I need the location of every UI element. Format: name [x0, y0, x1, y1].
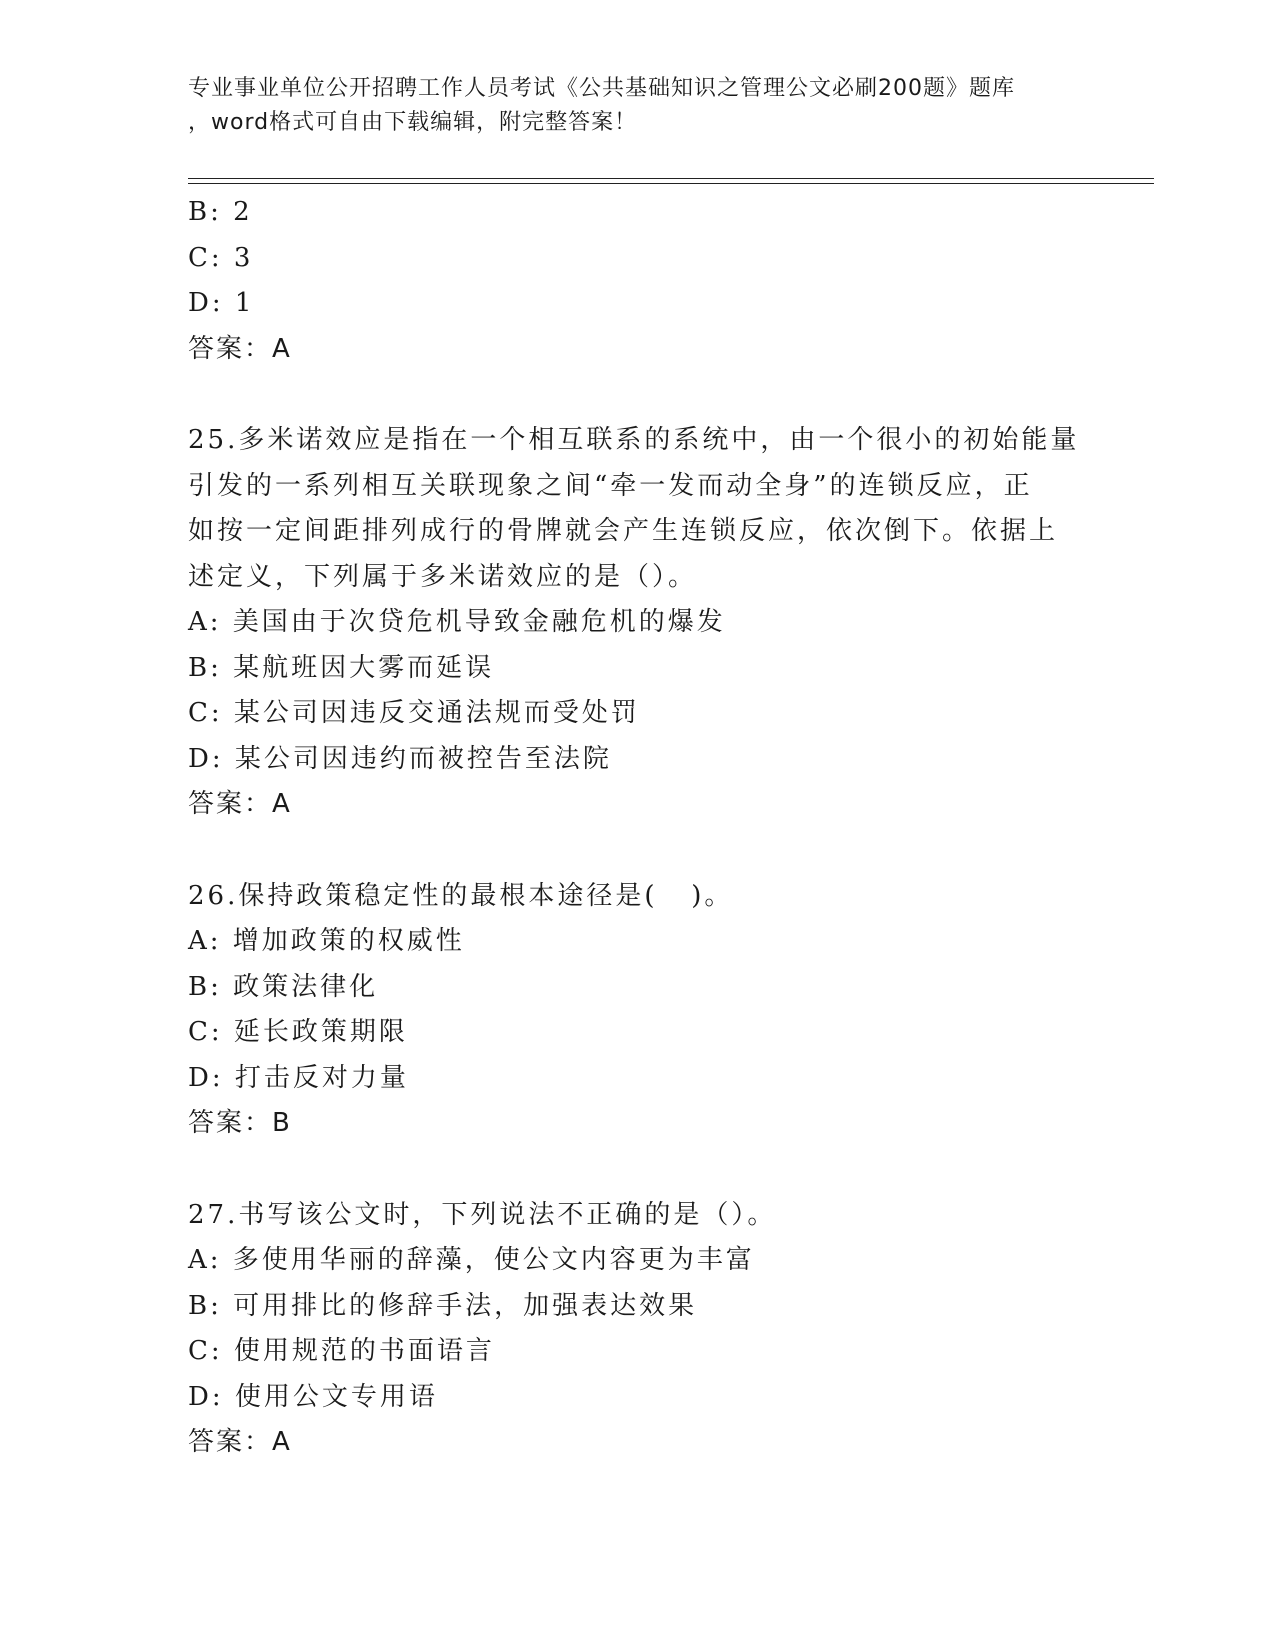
- option-b: B: 2: [188, 197, 253, 227]
- option-c: C: 某公司因违反交通法规而受处罚: [188, 698, 640, 728]
- option-a: A: 多使用华丽的辞藻，使公文内容更为丰富: [188, 1245, 755, 1275]
- answer-line: 答案：A: [188, 333, 292, 364]
- option-d: D: 使用公文专用语: [188, 1381, 438, 1412]
- answer-line: 答案：A: [188, 1427, 292, 1457]
- question-stem-line: 26.保持政策稳定性的最根本途径是( )。: [188, 880, 734, 911]
- option-c: C: 3: [188, 242, 254, 273]
- previous-question-tail: [188, 190, 1088, 372]
- question-stem-line: 如按一定间距排列成行的骨牌就会产生连锁反应，依次倒下。依据上: [188, 516, 1059, 546]
- header-divider-top: [188, 178, 1154, 179]
- answer-line: 答案：B: [188, 1108, 292, 1138]
- question-stem-line: 27.书写该公文时，下列说法不正确的是（）。: [188, 1199, 777, 1230]
- spacer: [188, 1147, 1088, 1193]
- question-25: [188, 418, 1088, 828]
- question-stem-line: 引发的一系列相互关联现象之间“牵一发而动全身”的连锁反应，正: [188, 470, 1033, 501]
- header-title-line: 专业事业单位公开招聘工作人员考试《公共基础知识之管理公文必刷200题》题库: [188, 76, 1015, 101]
- option-d: D: 打击反对力量: [188, 1062, 409, 1093]
- option-d: D: 1: [188, 288, 255, 318]
- option-a: A: 增加政策的权威性: [188, 926, 465, 956]
- header-subtitle-line: ，word格式可自由下载编辑，附完整答案！: [188, 110, 638, 135]
- option-b: B: 政策法律化: [188, 971, 379, 1002]
- spacer: [188, 828, 1088, 874]
- header-divider-bottom: [188, 183, 1154, 184]
- document-header: [188, 72, 1088, 140]
- option-c: C: 延长政策期限: [188, 1017, 408, 1047]
- option-b: B: 某航班因大雾而延误: [188, 652, 495, 683]
- question-stem-line: 述定义，下列属于多米诺效应的是（）。: [188, 561, 698, 592]
- option-c: C: 使用规范的书面语言: [188, 1336, 495, 1366]
- spacer: [188, 372, 1088, 418]
- question-stem-line: 25.多米诺效应是指在一个相互联系的系统中，由一个很小的初始能量: [188, 425, 1080, 455]
- question-26: [188, 874, 1088, 1147]
- option-b: B: 可用排比的修辞手法，加强表达效果: [188, 1290, 698, 1321]
- answer-line: 答案：A: [188, 789, 292, 819]
- question-list: [188, 190, 1088, 1466]
- option-a: A: 美国由于次贷危机导致金融危机的爆发: [188, 607, 726, 637]
- question-27: [188, 1193, 1088, 1466]
- option-d: D: 某公司因违约而被控告至法院: [188, 743, 612, 774]
